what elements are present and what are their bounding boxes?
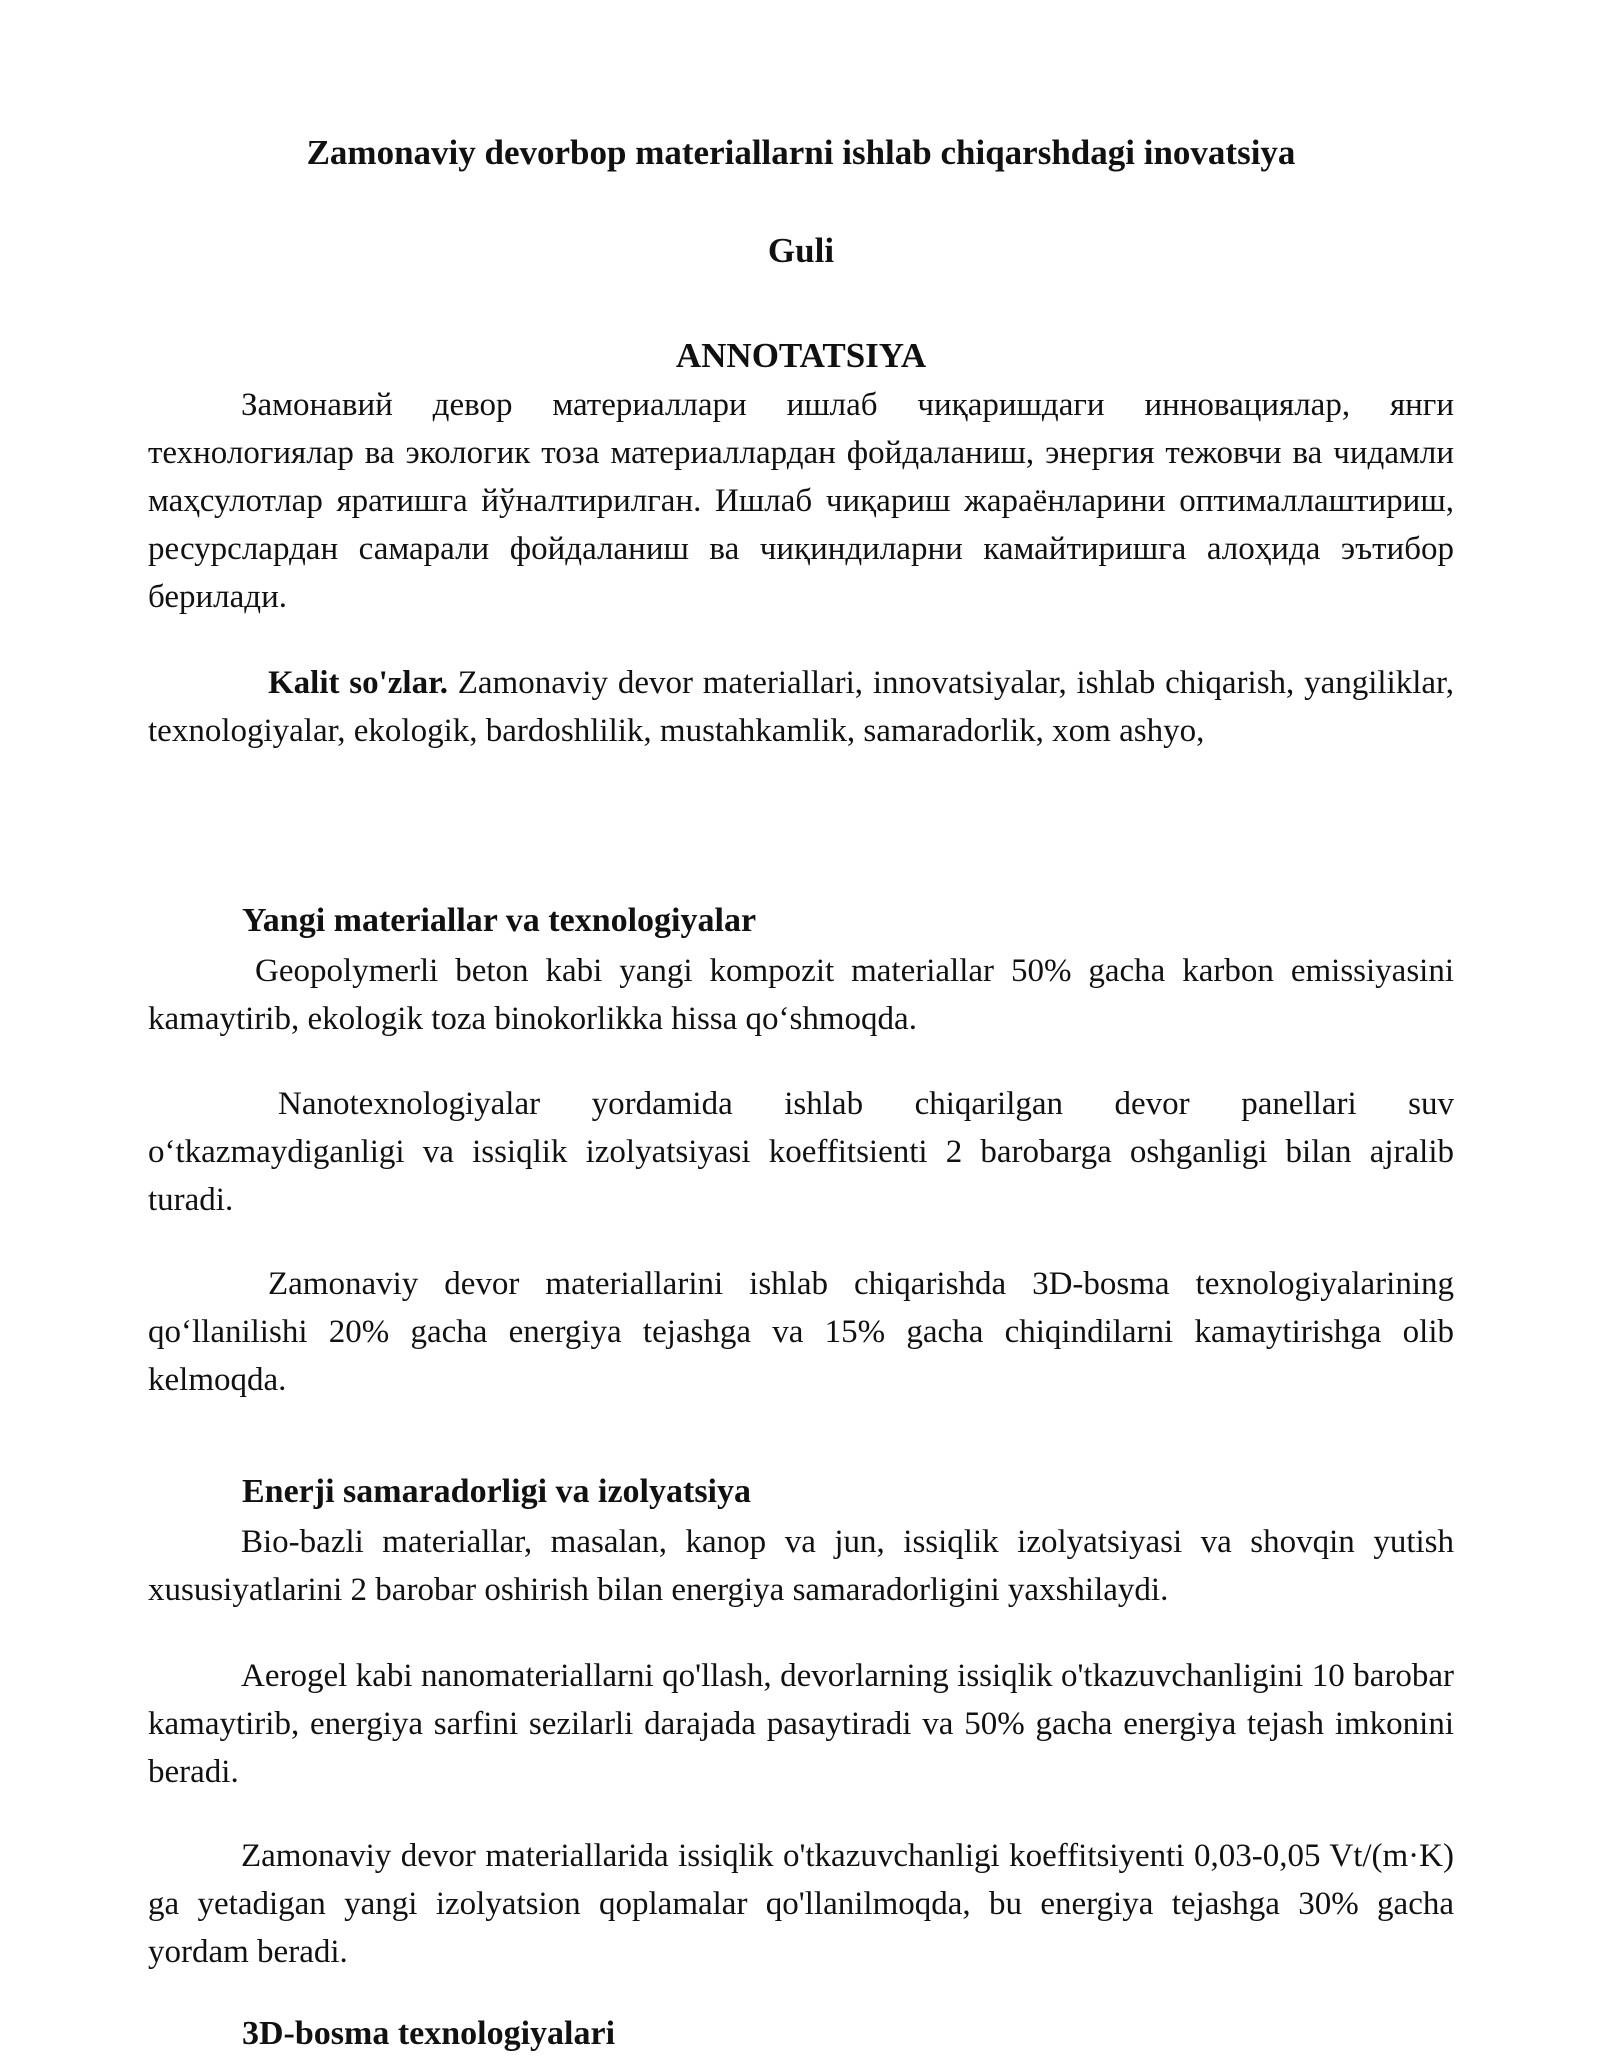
author-name: Guli [767,231,835,270]
document-title: Zamonaviy devorbop materiallarni ishlab chiqarshdagi inovatsiya [306,133,1296,172]
section-heading-new-materials: Yangi materiallar va texnologiyalar [242,902,757,939]
section-heading-energy: Enerji samaradorligi va izolyatsiya [242,1473,752,1510]
abstract-paragraph: Замонавий девор материаллари ишлаб чиқаришдаги инновациялар, янги технологиялар ва экологик тоза материаллардан фойдаланиш, энергия тежовчи ва чидамли маҳсулотлар яратишга йўналтирилган. Ишлаб чиқариш жараёнларини оптималлаштириш, ресурслардан самарали фойдаланиш ва чиқиндиларни камайтиришга алоҳида эътибор берилади. [148,387,1454,615]
abstract-heading: ANNOTATSIYA [675,336,927,375]
paragraph-nanotech: Nanotexnologiyalar yordamida ishlab chiqarilgan devor panellari suv o‘tkazmaydiganligi va issiqlik izolyatsiyasi koeffitsienti 2 barobarga oshganligi bilan ajralib turadi. [148,1086,1454,1218]
paragraph-insulation-coefficient: Zamonaviy devor materiallarida issiqlik o'tkazuvchanligi koeffitsiyenti 0,03-0,05 Vt/(m·K) ga yetadigan yangi izolyatsion qoplamalar qo'llanilmoqda, bu energiya tejashga 30% gacha yordam beradi. [148,1838,1454,1970]
keywords-text: Zamonaviy devor materiallari, innovatsiyalar, ishlab chiqarish, yangiliklar, texnologiyalar, ekologik, bardoshlilik, mustahkamlik, samaradorlik, xom ashyo, [148,665,1454,749]
paragraph-3d-printing: Zamonaviy devor materiallarini ishlab chiqarishda 3D-bosma texnologiyalarining qo‘llanilishi 20% gacha energiya tejashga va 15% gacha chiqindilarni kamaytirishga olib kelmoqda. [148,1266,1454,1398]
keywords-label: Kalit so'zlar. [268,665,448,701]
paragraph-geopolymer: Geopolymerli beton kabi yangi kompozit materiallar 50% gacha karbon emissiyasini kamaytirib, ekologik toza binokorlikka hissa qo‘shmoqda. [148,953,1454,1037]
paragraph-bio-based: Bio-bazli materiallar, masalan, kanop va jun, issiqlik izolyatsiyasi va shovqin yutish xususiyatlarini 2 barobar oshirish bilan energiya samaradorligini yaxshilaydi. [148,1524,1454,1608]
section-heading-3d-printing: 3D-bosma texnologiyalari [242,2015,616,2052]
paragraph-aerogel: Aerogel kabi nanomateriallarni qo'llash, devorlarning issiqlik o'tkazuvchanligini 10 barobar kamaytirib, energiya sarfini sezilarli darajada pasaytiradi va 50% gacha energiya tejash imkonini beradi. [148,1658,1454,1790]
keywords-paragraph [148,659,1454,755]
